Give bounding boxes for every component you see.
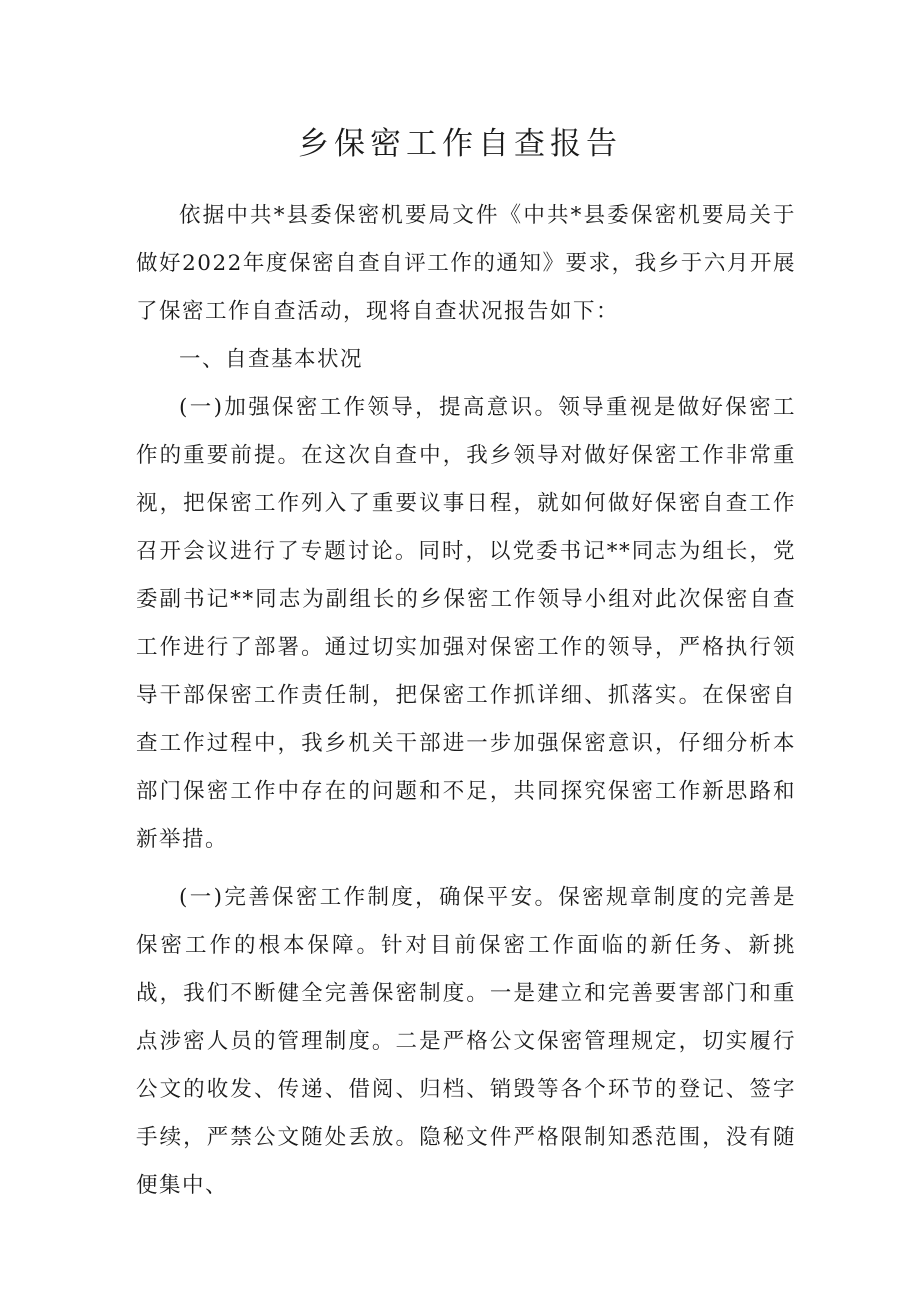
section-heading: 一、自查基本状况 [179, 347, 364, 372]
intro-paragraph: 依据中共*县委保密机要局文件《中共*县委保密机要局关于做好2022年度保密自查自评工作的通知》要求，我乡于六月开展了保密工作自查活动，现将自查状况报告如下： [136, 203, 796, 324]
paragraph-leadership: (一)加强保密工作领导，提高意识。领导重视是做好保密工作的重要前提。在这次自查中，我乡领导对做好保密工作非常重视，把保密工作列入了重要议事日程，就如何做好保密自查工作召开会议进行了专题讨论。同时，以党委书记**同志为组长，党委副书记**同志为副组长的乡保密工作领导小组对此次保密自查工作进行了部署。通过切实加强对保密工作的领导，严格执行领导干部保密工作责任制，把保密工作抓详细、抓落实。在保密自查工作过程中，我乡机关干部进一步加强保密意识，仔细分析本部门保密工作中存在的问题和不足，共同探究保密工作新思路和新举措。 [136, 395, 796, 852]
paragraph-gap [136, 864, 796, 874]
page-title: 乡保密工作自查报告 [298, 126, 622, 162]
document-body [136, 192, 796, 1210]
paragraph-system: (一)完善保密工作制度，确保平安。保密规章制度的完善是保密工作的根本保障。针对目前保密工作面临的新任务、新挑战，我们不断健全完善保密制度。一是建立和完善要害部门和重点涉密人员的管理制度。二是严格公文保密管理规定，切实履行公文的收发、传递、借阅、归档、销毁等各个环节的登记、签字手续，严禁公文随处丢放。隐秘文件严格限制知悉范围，没有随便集中、 [136, 885, 796, 1198]
